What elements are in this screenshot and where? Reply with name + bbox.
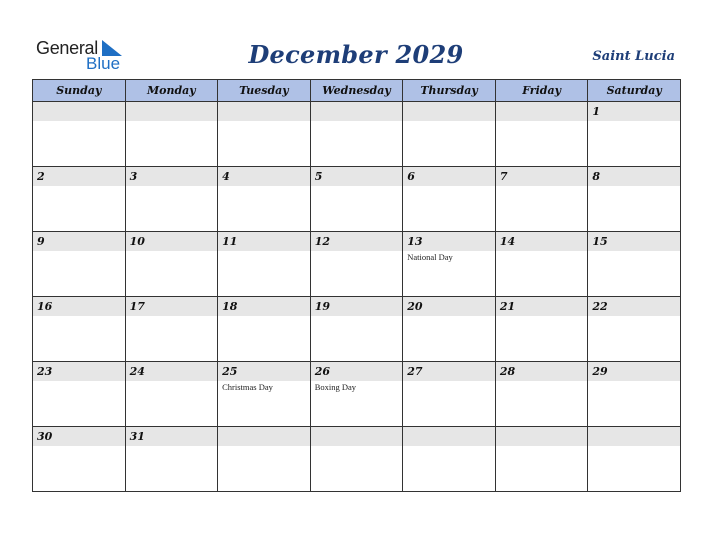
holiday-label [218, 251, 310, 252]
day-number: 31 [129, 430, 145, 443]
day-cell [310, 232, 403, 297]
day-header-bar [403, 427, 495, 446]
day-number: 14 [499, 235, 516, 248]
day-cell [125, 297, 218, 362]
day-header-bar [33, 167, 125, 186]
weekday-thursday: Thursday [403, 80, 496, 102]
day-cell [310, 102, 403, 167]
day-cell [495, 167, 588, 232]
day-number: 21 [499, 300, 516, 313]
holiday-label: Christmas Day [222, 382, 273, 392]
holiday-label [403, 121, 495, 122]
holiday-label [311, 186, 403, 187]
day-header-bar [33, 102, 125, 121]
day-number: 5 [314, 170, 323, 183]
day-header-bar [218, 362, 310, 381]
day-cell [403, 232, 496, 297]
day-header-bar [218, 232, 310, 251]
holiday-label [33, 186, 125, 187]
day-cell [218, 102, 311, 167]
day-cell [33, 297, 126, 362]
holiday-label [496, 446, 588, 447]
day-cell [403, 102, 496, 167]
day-number: 30 [37, 430, 53, 443]
holiday-label [496, 251, 588, 252]
holiday-label [311, 121, 403, 122]
weekday-friday: Friday [495, 80, 588, 102]
day-header-bar [126, 232, 218, 251]
day-header-bar [33, 232, 125, 251]
day-number: 25 [222, 365, 238, 378]
holiday-label [33, 446, 125, 447]
day-header-bar [496, 427, 588, 446]
day-cell [218, 427, 311, 492]
day-number: 10 [129, 235, 145, 248]
holiday-label [33, 121, 125, 122]
holiday-label [588, 251, 680, 252]
day-header-bar [311, 232, 403, 251]
calendar-grid [32, 79, 681, 492]
day-header-bar [311, 102, 403, 121]
day-cell [310, 362, 403, 427]
day-cell [218, 232, 311, 297]
holiday-label [218, 316, 310, 317]
day-header-bar [588, 297, 680, 316]
holiday-label [33, 316, 125, 317]
day-header-bar [33, 362, 125, 381]
day-cell [125, 167, 218, 232]
day-cell [125, 427, 218, 492]
day-cell [33, 362, 126, 427]
week-row [33, 167, 681, 232]
week-row [33, 297, 681, 362]
day-cell [403, 167, 496, 232]
holiday-label [496, 186, 588, 187]
holiday-label [496, 121, 588, 122]
weekday-monday: Monday [125, 80, 218, 102]
day-number: 8 [592, 170, 601, 183]
day-header-bar [496, 297, 588, 316]
weekday-tuesday: Tuesday [218, 80, 311, 102]
holiday-label [403, 186, 495, 187]
day-header-bar [126, 102, 218, 121]
day-header-bar [588, 362, 680, 381]
day-header-bar [496, 362, 588, 381]
day-number: 18 [222, 300, 238, 313]
day-number: 29 [592, 365, 608, 378]
day-number: 23 [37, 365, 53, 378]
day-cell [588, 232, 681, 297]
day-header-bar [588, 102, 680, 121]
day-header-bar [126, 297, 218, 316]
day-header-bar [126, 362, 218, 381]
holiday-label [588, 446, 680, 447]
page-title: December 2029 [248, 40, 464, 69]
weekday-saturday: Saturday [588, 80, 681, 102]
day-cell [495, 427, 588, 492]
day-number: 17 [129, 300, 145, 313]
day-header-bar [311, 297, 403, 316]
holiday-label [311, 251, 403, 252]
holiday-label [126, 381, 218, 382]
day-header-bar [588, 232, 680, 251]
weekday-wednesday: Wednesday [310, 80, 403, 102]
holiday-label [588, 381, 680, 382]
holiday-label [496, 381, 588, 382]
logo-text-blue: Blue [86, 54, 121, 73]
day-header-bar [33, 297, 125, 316]
day-header-bar [311, 427, 403, 446]
day-header-bar [588, 427, 680, 446]
holiday-label: Boxing Day [314, 382, 357, 392]
day-cell [218, 167, 311, 232]
day-header-bar [218, 167, 310, 186]
day-number: 24 [129, 365, 145, 378]
day-header-bar [126, 427, 218, 446]
day-number: 9 [37, 235, 45, 248]
week-row [33, 427, 681, 492]
day-cell [495, 232, 588, 297]
day-number: 1 [592, 105, 601, 118]
day-number: 28 [499, 365, 516, 378]
day-cell [588, 427, 681, 492]
holiday-label [496, 316, 588, 317]
holiday-label [588, 316, 680, 317]
day-header-bar [126, 167, 218, 186]
week-row [33, 232, 681, 297]
day-header-bar [496, 232, 588, 251]
day-number: 19 [314, 300, 330, 313]
day-cell [310, 427, 403, 492]
day-cell [125, 362, 218, 427]
day-number: 26 [314, 365, 330, 378]
holiday-label [311, 446, 403, 447]
week-row [33, 102, 681, 167]
day-number: 12 [314, 235, 330, 248]
holiday-label [126, 121, 218, 122]
day-header-bar [403, 102, 495, 121]
day-header-bar [311, 362, 403, 381]
holiday-label [403, 316, 495, 317]
day-number: 20 [407, 300, 423, 313]
day-header-bar [403, 297, 495, 316]
holiday-label [126, 251, 218, 252]
day-header-bar [218, 102, 310, 121]
day-number: 2 [37, 170, 45, 183]
day-cell [495, 362, 588, 427]
day-number: 16 [37, 300, 53, 313]
holiday-label [33, 381, 125, 382]
day-header-bar [218, 427, 310, 446]
day-cell [495, 297, 588, 362]
day-cell [218, 297, 311, 362]
day-number: 22 [592, 300, 608, 313]
day-header-bar [403, 232, 495, 251]
holiday-label [588, 186, 680, 187]
day-cell [33, 232, 126, 297]
day-header-bar [403, 362, 495, 381]
holiday-label [218, 121, 310, 122]
weekday-sunday: Sunday [33, 80, 126, 102]
day-cell [125, 102, 218, 167]
day-header-bar [218, 297, 310, 316]
day-number: 15 [592, 235, 608, 248]
day-cell [125, 232, 218, 297]
holiday-label [403, 446, 495, 447]
day-cell [588, 297, 681, 362]
weekday-header-row [33, 80, 681, 102]
day-number: 11 [222, 235, 238, 248]
day-cell [588, 167, 681, 232]
holiday-label [403, 381, 495, 382]
day-number: 6 [407, 170, 415, 183]
holiday-label [126, 316, 218, 317]
holiday-label [218, 186, 310, 187]
day-number: 4 [222, 170, 230, 183]
day-cell [218, 362, 311, 427]
day-header-bar [496, 102, 588, 121]
day-header-bar [403, 167, 495, 186]
day-header-bar [588, 167, 680, 186]
day-cell [33, 102, 126, 167]
holiday-label [126, 446, 218, 447]
holiday-label [588, 121, 680, 122]
day-cell [310, 297, 403, 362]
day-cell [403, 362, 496, 427]
holiday-label: National Day [407, 252, 453, 262]
day-cell [403, 427, 496, 492]
country-label: Saint Lucia [592, 49, 675, 64]
day-cell [403, 297, 496, 362]
day-cell [33, 427, 126, 492]
day-cell [310, 167, 403, 232]
holiday-label [33, 251, 125, 252]
day-number: 13 [407, 235, 423, 248]
week-row [33, 362, 681, 427]
holiday-label [311, 316, 403, 317]
day-header-bar [311, 167, 403, 186]
day-cell [588, 102, 681, 167]
logo-text-general: General [36, 38, 98, 58]
holiday-label [126, 186, 218, 187]
day-header-bar [33, 427, 125, 446]
holiday-label [218, 446, 310, 447]
day-cell [33, 167, 126, 232]
day-cell [495, 102, 588, 167]
day-number: 27 [407, 365, 423, 378]
day-cell [588, 362, 681, 427]
day-header-bar [496, 167, 588, 186]
day-number: 7 [499, 170, 508, 183]
day-number: 3 [129, 170, 138, 183]
